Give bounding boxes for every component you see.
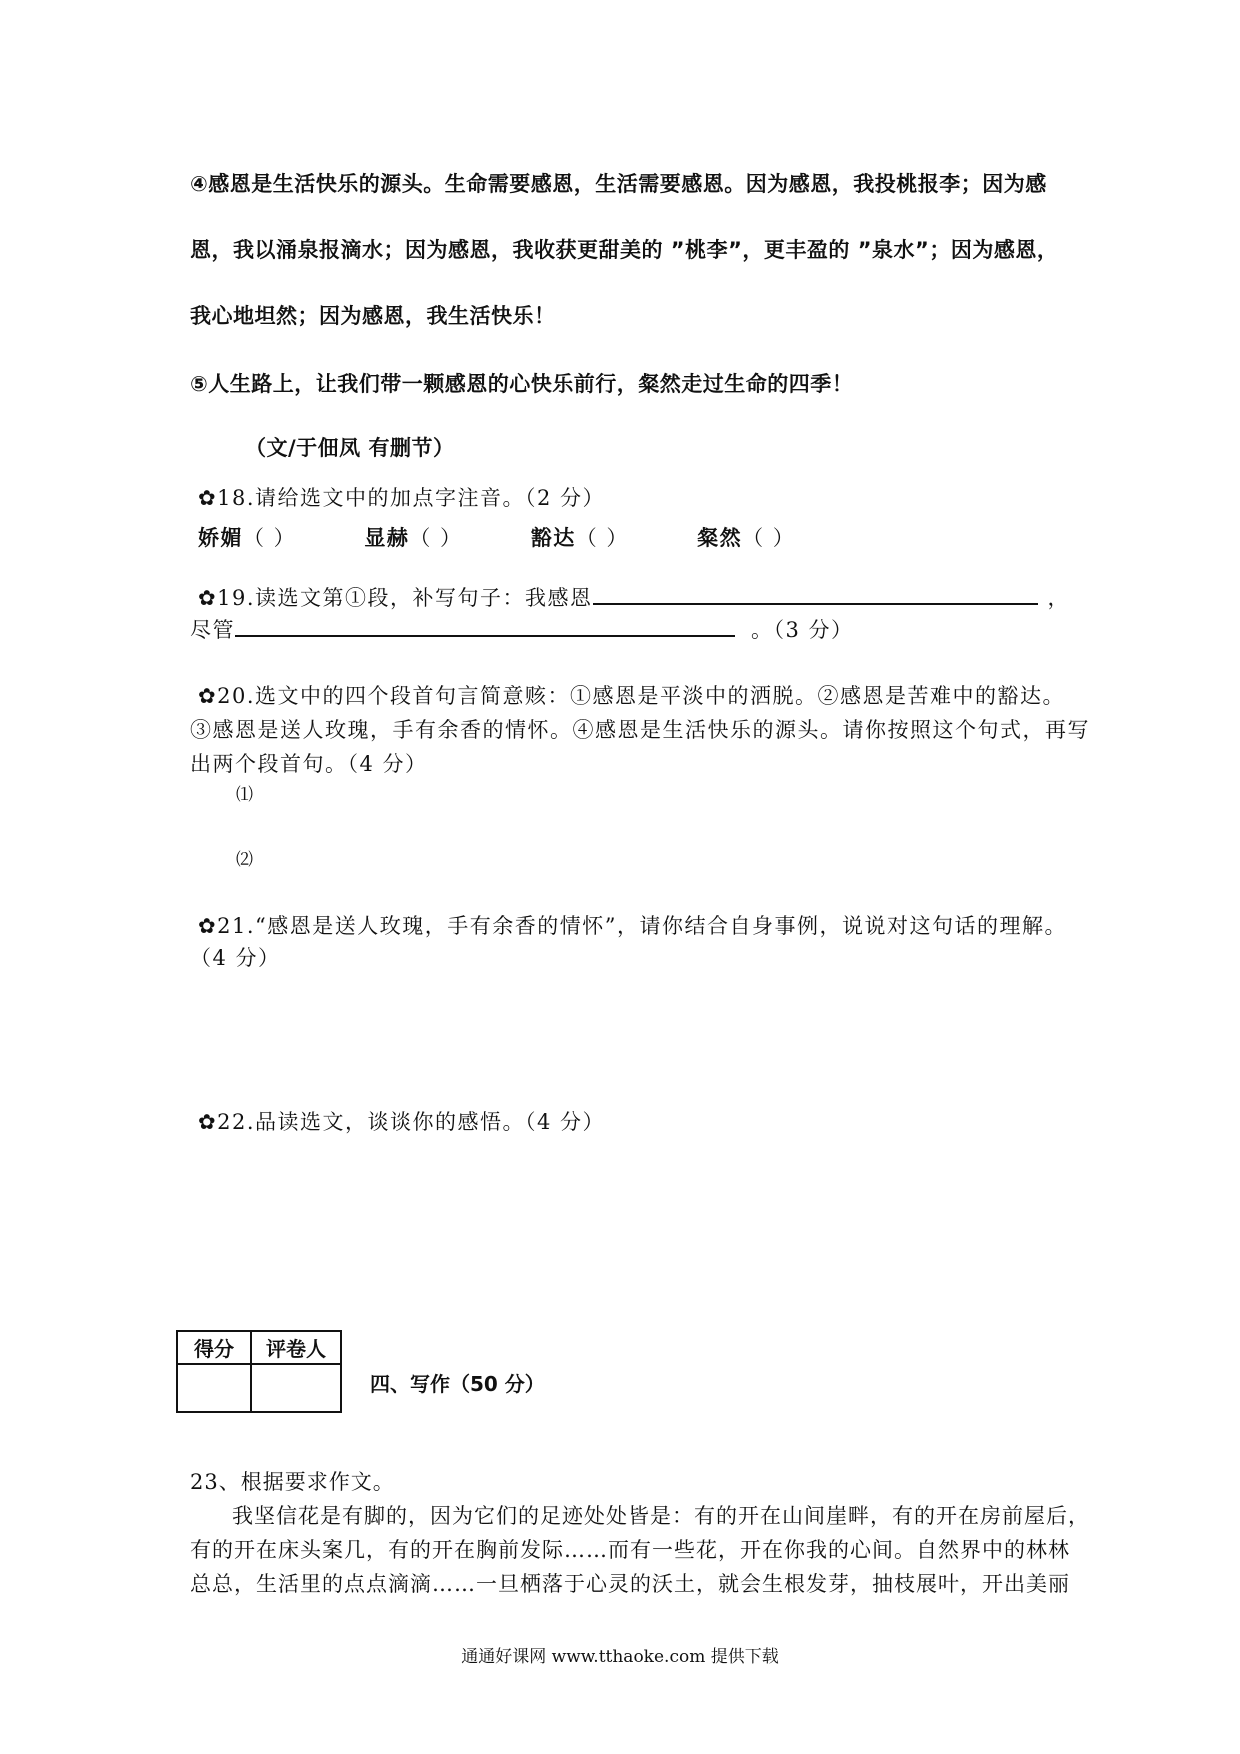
question-23-title: 23、根据要求作文。 (190, 1470, 395, 1494)
question-20-line1 (198, 680, 1065, 710)
grader-cell[interactable] (251, 1364, 341, 1412)
dotted-word: 豁达 (530, 526, 576, 550)
question-20-line2: ③感恩是送人玫瑰，手有余香的情怀。④感恩是生活快乐的源头。请你按照这个句式，再写 (190, 718, 1090, 742)
answer-blank[interactable]: （ ） (742, 526, 796, 550)
question-18 (198, 482, 605, 512)
question-20-line3: 出两个段首句。（4 分） (190, 752, 428, 776)
star-icon: ✿ (198, 1110, 218, 1134)
star-icon: ✿ (198, 684, 218, 708)
question-19-text-b: 尽管 (190, 618, 235, 642)
star-icon: ✿ (198, 586, 218, 610)
essay-prompt-line1: 我坚信花是有脚的，因为它们的足迹处处皆是：有的开在山间崖畔，有的开在房前屋后， (232, 1504, 1090, 1528)
dotted-word: 显赫 (364, 526, 410, 550)
question-20-sub2: ⑵ (236, 850, 253, 870)
pinyin-item (531, 522, 629, 552)
question-21-line2: （4 分） (190, 946, 281, 970)
question-19-line2 (190, 614, 854, 644)
question-21-line1 (198, 910, 1067, 940)
question-18-text: 18.请给选文中的加点字注音。（2 分） (217, 486, 606, 510)
answer-line[interactable] (593, 585, 1038, 605)
question-21-text: 21.“感恩是送人玫瑰，手有余香的情怀”，请你结合自身事例，说说对这句话的理解。 (217, 914, 1067, 938)
passage-p4-line1: ④感恩是生活快乐的源头。生命需要感恩，生活需要感恩。因为感恩，我投桃报李；因为感 (190, 172, 1047, 196)
passage-p5: ⑤人生路上，让我们带一颗感恩的心快乐前行，粲然走过生命的四季！ (190, 372, 854, 396)
star-icon: ✿ (198, 486, 218, 510)
question-22 (198, 1106, 605, 1136)
footer-source: 通通好课网 www.tthaoke.com 提供下载 (461, 1647, 779, 1667)
question-19-end: 。（3 分） (751, 618, 854, 642)
passage-p4-line2: 恩，我以涌泉报滴水；因为感恩，我收获更甜美的 ”桃李”，更丰盈的 ”泉水”；因为感恩， (190, 238, 1059, 262)
question-20-text: 20.选文中的四个段首句言简意赅：①感恩是平淡中的洒脱。②感恩是苦难中的豁达。 (217, 684, 1066, 708)
score-header: 得分 (177, 1331, 251, 1364)
pinyin-item (697, 522, 795, 552)
pinyin-item (198, 522, 296, 552)
essay-prompt-line3: 总总，生活里的点点滴滴……一旦栖落于心灵的沃土，就会生根发芽，抽枝展叶，开出美丽 (190, 1572, 1070, 1596)
grader-header: 评卷人 (251, 1331, 341, 1364)
question-18-items (198, 522, 855, 552)
section-4-title: 四、写作（50 分） (370, 1372, 545, 1396)
score-cell[interactable] (177, 1364, 251, 1412)
question-19-text: 19.读选文第①段，补写句子：我感恩 (217, 586, 593, 610)
comma: ， (1047, 586, 1071, 610)
question-19-line1 (198, 582, 1070, 612)
answer-blank[interactable]: （ ） (243, 526, 297, 550)
pinyin-item (364, 522, 462, 552)
passage-source: （文/于佃凤 有删节） (245, 436, 455, 460)
score-table (176, 1330, 342, 1413)
star-icon: ✿ (198, 914, 218, 938)
essay-prompt-line2: 有的开在床头案几，有的开在胸前发际……而有一些花，开在你我的心间。自然界中的林林 (190, 1538, 1070, 1562)
dotted-word: 娇媚 (198, 526, 243, 550)
question-22-text: 22.品读选文，谈谈你的感悟。（4 分） (217, 1110, 606, 1134)
passage-p4-line3: 我心地坦然；因为感恩，我生活快乐！ (190, 304, 556, 328)
answer-blank[interactable]: （ ） (409, 526, 463, 550)
question-20-sub1: ⑴ (236, 785, 253, 805)
dotted-word: 粲然 (697, 526, 743, 550)
answer-blank[interactable]: （ ） (575, 526, 629, 550)
answer-line[interactable] (235, 617, 735, 637)
